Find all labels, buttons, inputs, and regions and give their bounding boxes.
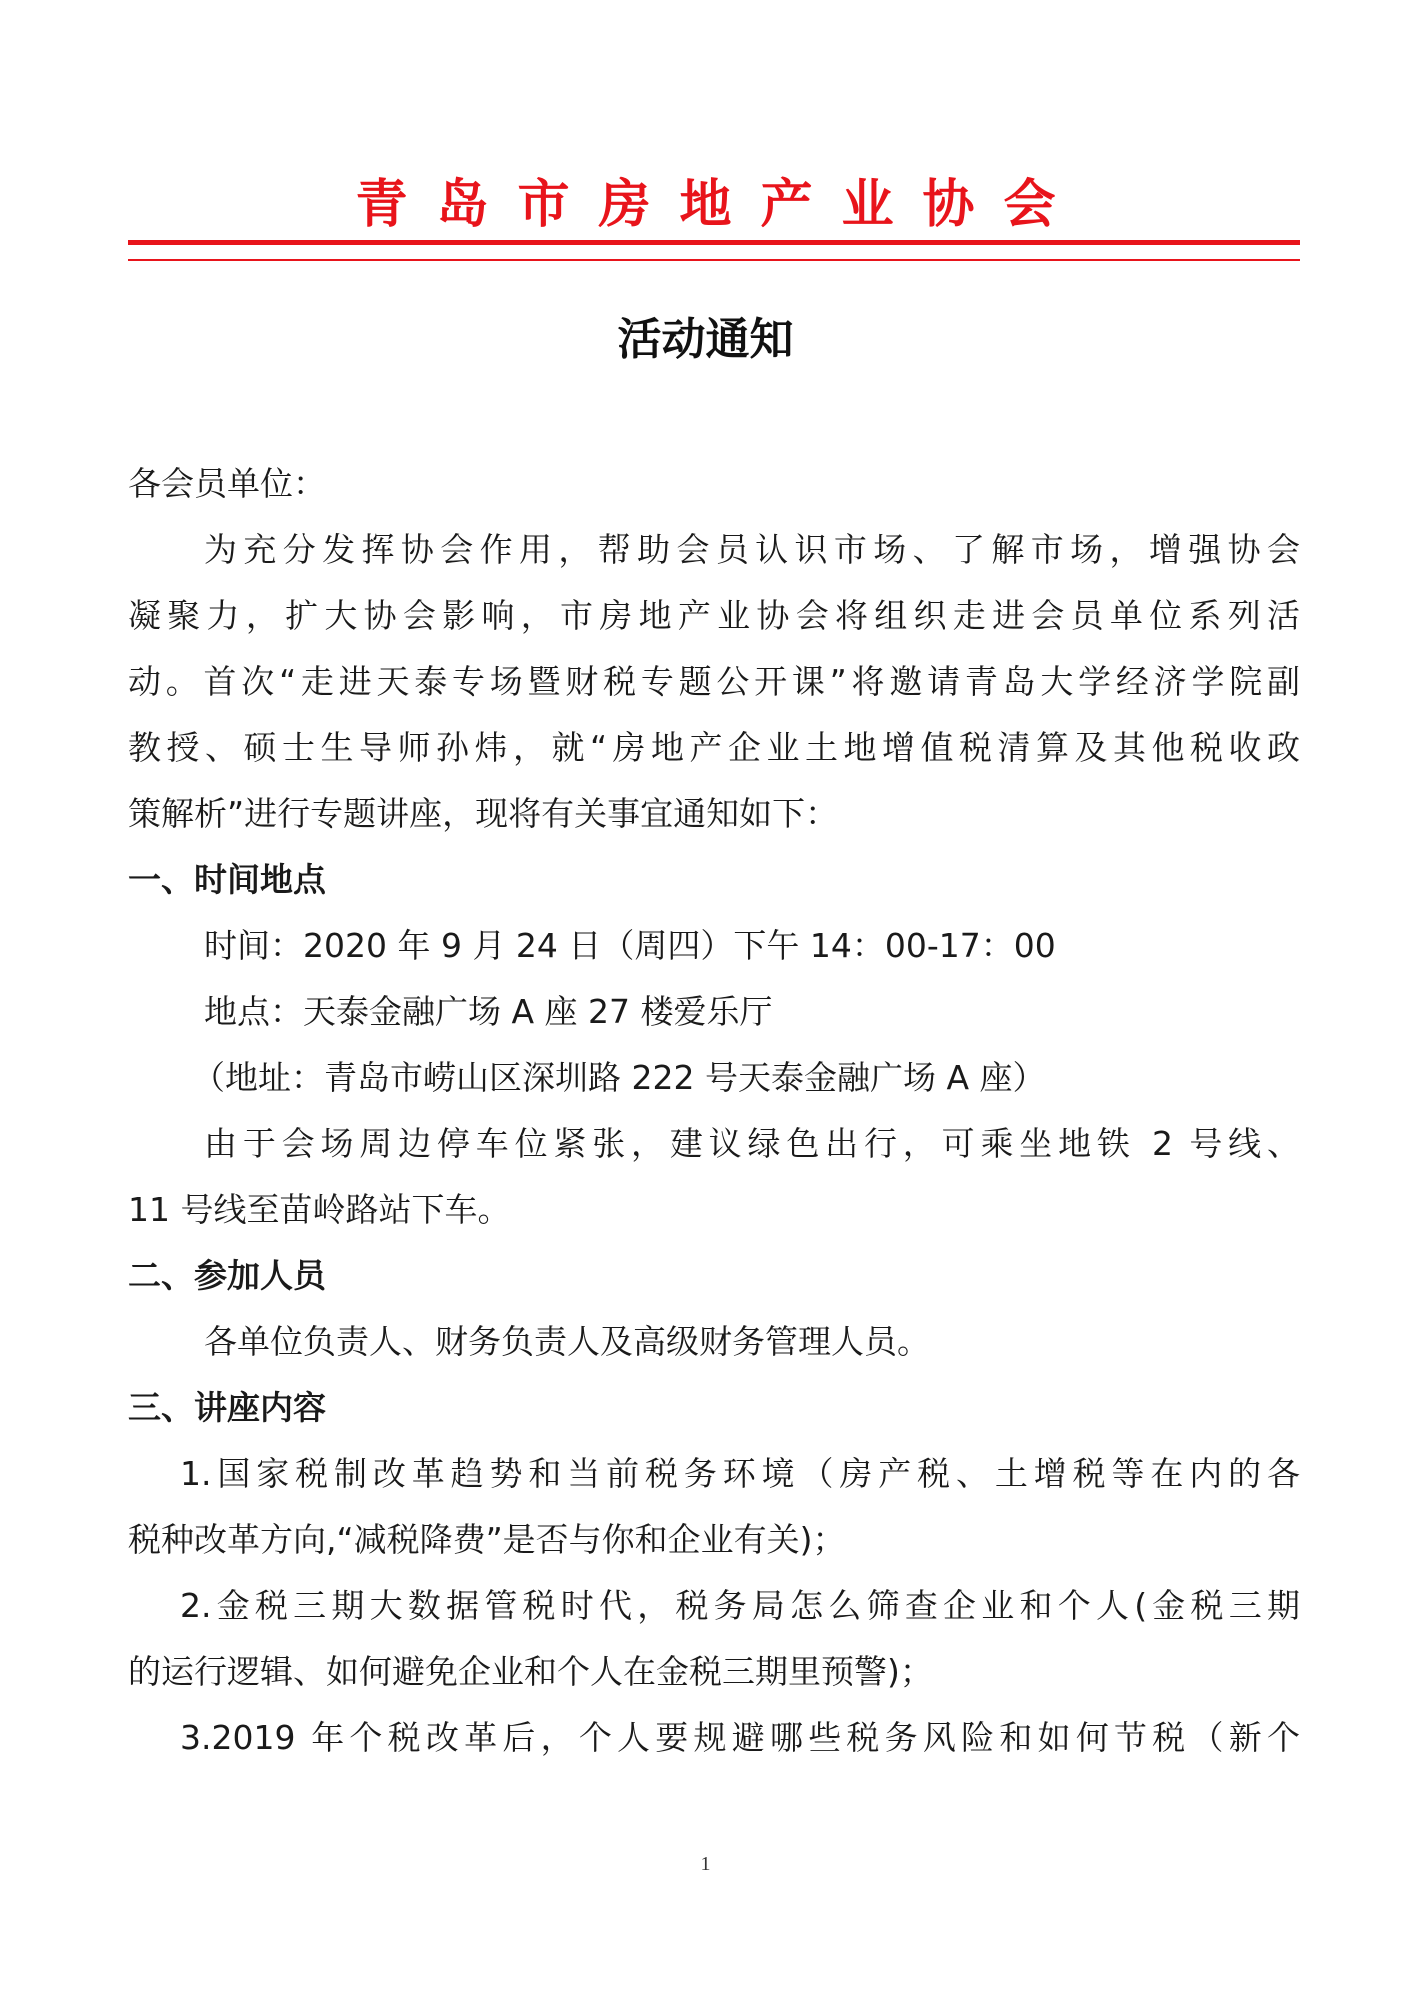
letterhead-org-name: 青岛市房地产业协会 [355,175,1085,235]
section-heading-content: 三、讲座内容 [128,1388,326,1427]
document-body [128,451,1300,1771]
attendees-text: 各单位负责人、财务负责人及高级财务管理人员。 [204,1322,930,1361]
salutation: 各会员单位： [128,464,326,503]
content-item-2-line: 的运行逻辑、如何避免企业和个人在金税三期里预警)； [128,1652,933,1691]
intro-line: 凝聚力，扩大协会影响，市房地产业协会将组织走进会员单位系列活 [128,596,1300,635]
event-address: （地址：青岛市崂山区深圳路 222 号天泰金融广场 A 座） [192,1058,1046,1097]
content-item-1-line: 税种改革方向,“减税降费”是否与你和企业有关)； [128,1520,846,1559]
transit-note-line: 由于会场周边停车位紧张，建议绿色出行，可乘坐地铁 2 号线、 [204,1124,1300,1163]
content-item-3-line: 3.2019 年个税改革后，个人要规避哪些税务风险和如何节税（新个 [180,1718,1300,1757]
intro-line: 策解析”进行专题讲座，现将有关事宜通知如下： [128,794,839,833]
section-heading-time-place: 一、时间地点 [128,860,326,899]
content-item-1-line: 1.国家税制改革趋势和当前税务环境（房产税、土增税等在内的各 [180,1454,1300,1493]
section-heading-attendees: 二、参加人员 [128,1256,326,1295]
content-item-2-line: 2.金税三期大数据管税时代，税务局怎么筛查企业和个人(金税三期 [180,1586,1300,1625]
letterhead-rule-thin [128,259,1300,261]
intro-line: 为充分发挥协会作用，帮助会员认识市场、了解市场，增强协会 [204,530,1300,569]
document-title: 活动通知 [617,314,794,365]
intro-line: 动。首次“走进天泰专场暨财税专题公开课”将邀请青岛大学经济学院副 [128,662,1300,701]
event-place: 地点：天泰金融广场 A 座 27 楼爱乐厅 [204,992,773,1031]
page-number: 1 [700,1853,711,1875]
event-time: 时间：2020 年 9 月 24 日（周四）下午 14：00-17：00 [204,926,1056,965]
transit-note-line: 11 号线至苗岭路站下车。 [128,1190,511,1229]
intro-line: 教授、硕士生导师孙炜，就“房地产企业土地增值税清算及其他税收政 [128,728,1300,767]
letterhead-rule-thick [128,240,1300,245]
